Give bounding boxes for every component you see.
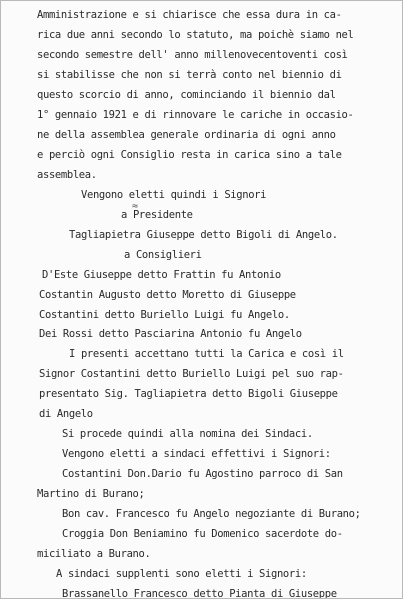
ink-mark: ≈ — [132, 200, 139, 212]
text-line: Brassanello Francesco detto Pianta di Giuseppe — [62, 588, 337, 599]
text-line: Costantini Don.Dario fu Agostino parroco di San — [62, 468, 343, 481]
text-line: Si procede quindi alla nomina dei Sindaci. — [62, 428, 313, 441]
text-line: Tagliapietra Giuseppe detto Bigoli di Angelo. — [69, 228, 338, 241]
text-line: secondo semestre dell' anno millenovecentoventi così — [37, 48, 348, 61]
text-line: assemblea. — [37, 168, 97, 181]
text-line: 1° gennaio 1921 e di rinnovare le cariche in occasio- — [37, 108, 354, 121]
text-line: ne della assemblea generale ordinaria di ogni anno — [37, 128, 336, 141]
text-line: Costantini detto Buriello Luigi fu Angelo. — [39, 308, 290, 321]
text-line: Martino di Burano; — [37, 488, 145, 501]
text-line: a Consiglieri — [124, 248, 202, 261]
text-line: questo scorcio di anno, cominciando il biennio dal — [37, 88, 336, 101]
text-line: I presenti accettano tutti la Carica e così il — [69, 348, 344, 361]
text-line: A sindaci supplenti sono eletti i Signori: — [56, 568, 307, 580]
text-line: a Presidente — [121, 208, 193, 221]
text-line: Dei Rossi detto Pasciarina Antonio fu Angelo — [39, 328, 302, 341]
text-line: D'Este Giuseppe detto Frattin fu Antonio — [42, 268, 281, 281]
text-line: Signor Costantini detto Buriello Luigi pel suo rap- — [39, 368, 344, 381]
text-line: Amministrazione e si chiarisce che essa dura in ca- — [37, 9, 342, 21]
text-line: Croggia Don Beniamino fu Domenico sacerdote do- — [62, 528, 343, 541]
text-line: miciliato a Burano. — [37, 548, 151, 561]
text-line: Vengono eletti quindi i Signori — [81, 188, 267, 201]
text-line: si stabilisse che non si terrà conto nel biennio di — [37, 68, 342, 81]
text-line: presentato Sig. Tagliapietra detto Bigoli Giuseppe — [39, 388, 338, 401]
text-line: rica due anni secondo lo statuto, ma poichè siamo nel — [37, 29, 354, 41]
text-line: Costantin Augusto detto Moretto di Giuseppe — [39, 288, 296, 301]
text-line: Bon cav. Francesco fu Angelo negoziante di Burano; — [62, 508, 361, 521]
text-line: di Angelo — [39, 408, 93, 421]
text-line: e perciò ogni Consiglio resta in carica sino a tale — [37, 148, 342, 161]
text-line: Vengono eletti a sindaci effettivi i Signori: — [62, 448, 331, 461]
